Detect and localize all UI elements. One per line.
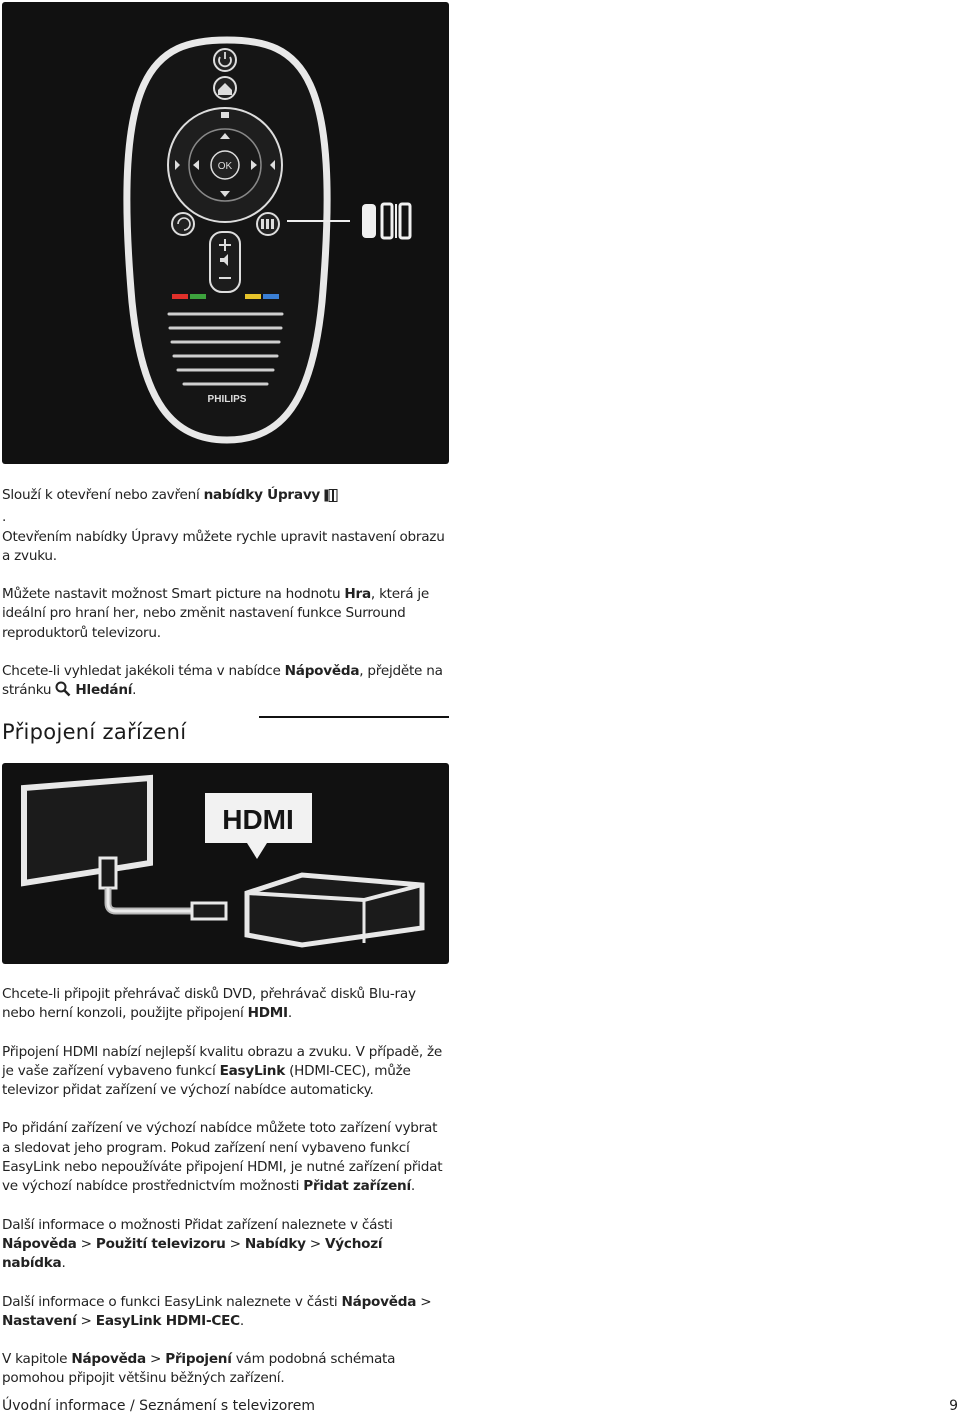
hdmi-connection-image (2, 763, 449, 964)
adjust-menu-link: nabídky Úpravy (203, 487, 321, 503)
adjust-icon (324, 489, 338, 508)
hdmi-label: HDMI (222, 804, 294, 835)
media-player-box-icon (247, 875, 422, 945)
adjust-icon-large (362, 204, 410, 238)
brand-logo: PHILIPS (207, 394, 247, 405)
intro-paragraph-3: Chcete-li vyhledat jakékoli téma v nabídce Nápověda, přejděte na stránku Hledání. (2, 662, 448, 704)
hdmi-label-bubble (205, 793, 312, 859)
body-paragraph-4: Další informace o možnosti Přidat zařízení naleznete v části Nápověda > Použití televizoru > Nabídky > Výchozí nabídka. (2, 1216, 393, 1272)
ok-label: OK (217, 161, 233, 172)
back-icon (172, 213, 194, 235)
volume-rocker (210, 232, 240, 292)
body-text (2, 985, 448, 1389)
intro-text (2, 486, 448, 704)
section-heading: Připojení zařízení (2, 720, 187, 744)
search-icon (55, 681, 71, 703)
page-number: 9 (949, 1398, 958, 1414)
heading-rule (259, 716, 449, 718)
intro-paragraph-2: Můžete nastavit možnost Smart picture na hodnotu Hra, která je ideální pro hraní her, nebo změnit nastavení funkce Surround reproduktorů televizoru. (2, 586, 430, 641)
remote-control-image (2, 2, 449, 464)
footer-breadcrumb: Úvodní informace / Seznámení s televizorem (2, 1398, 316, 1414)
intro-paragraph-1: Slouží k otevření nebo zavření nabídky Úpravy . Otevřením nabídky Úpravy můžete rychle upravit nastavení obrazu a zvuku. (2, 487, 445, 564)
body-paragraph-3: Po přidání zařízení ve výchozí nabídce můžete toto zařízení vybrat a sledovat jeho program. Pokud zařízení není vybaveno funkcí EasyLink nebo nepoužíváte připojení HDMI, je nutné zařízení přidat ve výchozí nabídce prostřednictvím možnosti Přidat zařízení. (2, 1120, 443, 1195)
body-paragraph-1: Chcete-li připojit přehrávač disků DVD, přehrávač disků Blu-ray nebo herní konzoli, použijte připojení HDMI. (2, 986, 416, 1022)
body-paragraph-2: Připojení HDMI nabízí nejlepší kvalitu obrazu a zvuku. V případě, že je vaše zařízení vybaveno funkcí EasyLink (HDMI-CEC), může televizor přidat zařízení ve výchozí nabídce automaticky. (2, 1043, 443, 1099)
navigation-pad (168, 108, 282, 222)
body-paragraph-6: V kapitole Nápověda > Připojení vám podobná schémata pomohou připojit většinu běžných zařízení. (2, 1351, 396, 1387)
adjust-button-icon (257, 213, 279, 235)
power-icon (214, 49, 236, 71)
home-icon (214, 77, 236, 99)
body-paragraph-5: Další informace o funkci EasyLink naleznete v části Nápověda > Nastavení > EasyLink HDMI-CEC. (2, 1293, 432, 1329)
tv-icon (24, 778, 150, 883)
search-link: Hledání (75, 682, 133, 699)
